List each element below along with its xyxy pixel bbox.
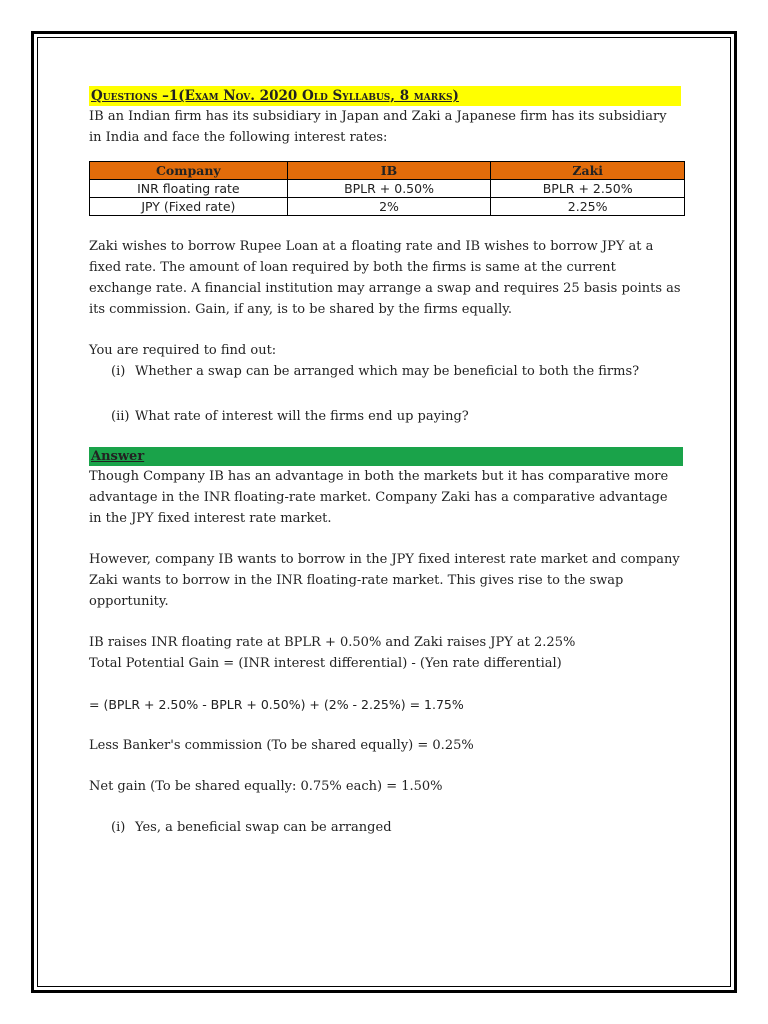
answer-heading: Answer: [89, 447, 683, 466]
list-item-number: (i): [111, 820, 126, 835]
table-header-ib: IB: [287, 162, 491, 180]
list-item-text: What rate of interest will the firms end up paying?: [135, 409, 469, 424]
question-paragraph: Zaki wishes to borrow Rupee Loan at a floating rate and IB wishes to borrow JPY at a fixed rate. The amount of loan required by both the firms is same at the current exchange rate. A financial institution may arrange a swap and requires 25 basis points as its commission. Gain, if any, is to be shared by the firms equally.: [89, 239, 681, 317]
table-cell: BPLR + 2.50%: [491, 180, 685, 198]
list-item-number: (ii): [111, 409, 130, 424]
answer-paragraph: However, company IB wants to borrow in the JPY fixed interest rate market and company Zaki wants to borrow in the INR floating-rate market. This gives rise to the swap opportunity.: [89, 552, 680, 609]
document-content: [89, 86, 681, 838]
list-item-number: (i): [111, 364, 126, 379]
net-gain-line: Net gain (To be shared equally: 0.75% each) = 1.50%: [89, 779, 443, 794]
table-cell: 2.25%: [491, 198, 685, 216]
list-item-text: Yes, a beneficial swap can be arranged: [135, 820, 392, 835]
question-intro: IB an Indian firm has its subsidiary in Japan and Zaki a Japanese firm has its subsidiary in India and face the following interest rates:: [89, 109, 667, 145]
required-label: You are required to find out:: [89, 343, 277, 358]
list-item: [89, 406, 681, 427]
table-cell: 2%: [287, 198, 491, 216]
table-header-row: [90, 162, 685, 180]
table-header-company: Company: [90, 162, 288, 180]
answer-line: Total Potential Gain = (INR interest differential) - (Yen rate differential): [89, 656, 562, 671]
table-cell: JPY (Fixed rate): [90, 198, 288, 216]
commission-line: Less Banker's commission (To be shared equally) = 0.25%: [89, 738, 474, 753]
question-header: Questions –1(Exam Nov. 2020 Old Syllabus, 8 marks): [89, 86, 681, 106]
list-item: [89, 817, 681, 838]
table-cell: INR floating rate: [90, 180, 288, 198]
answer-paragraph: Though Company IB has an advantage in both the markets but it has comparative more advantage in the INR floating-rate market. Company Zaki has a comparative advantage in the JPY fixed interest rate market.: [89, 469, 669, 526]
list-item: [89, 361, 681, 382]
list-item-text: Whether a swap can be arranged which may be beneficial to both the firms?: [135, 364, 640, 379]
table-row: [90, 198, 685, 216]
table-header-zaki: Zaki: [491, 162, 685, 180]
gain-calculation: = (BPLR + 2.50% - BPLR + 0.50%) + (2% - 2.25%) = 1.75%: [89, 697, 464, 712]
table-row: [90, 180, 685, 198]
interest-rate-table: [89, 161, 685, 216]
table-cell: BPLR + 0.50%: [287, 180, 491, 198]
answer-line: IB raises INR floating rate at BPLR + 0.50% and Zaki raises JPY at 2.25%: [89, 635, 576, 650]
